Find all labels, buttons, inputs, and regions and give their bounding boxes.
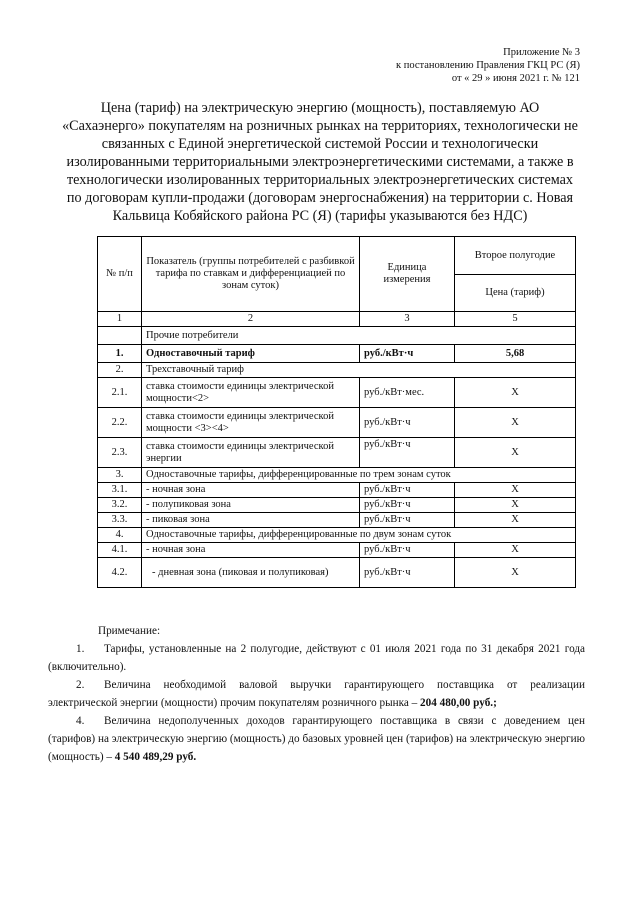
table-row bbox=[98, 513, 576, 528]
note-text: Тарифы, установленные на 2 полугодие, действуют с 01 июля 2021 года по 31 декабря 2021 года (включительно). bbox=[48, 643, 585, 673]
row-unit: руб./кВт·ч bbox=[360, 438, 455, 468]
row-unit: руб./кВт·ч bbox=[360, 408, 455, 438]
row-value: X bbox=[455, 483, 576, 498]
row-unit: руб./кВт·ч bbox=[360, 513, 455, 528]
row-value: X bbox=[455, 498, 576, 513]
row-num: 3. bbox=[98, 468, 142, 483]
table-row bbox=[98, 378, 576, 408]
row-name: ставка стоимости единицы электрической мощности<2> bbox=[142, 378, 360, 408]
row-name: - пиковая зона bbox=[142, 513, 360, 528]
note-amount: 4 540 489,29 руб. bbox=[114, 751, 197, 763]
appendix-number: Приложение № 3 bbox=[503, 47, 580, 58]
row-num: 4.1. bbox=[98, 543, 142, 558]
row-name: Одноставочный тариф bbox=[142, 345, 360, 363]
row-name: Трехставочный тариф bbox=[142, 363, 576, 378]
row-unit: руб./кВт·ч bbox=[360, 498, 455, 513]
row-num: 3.3. bbox=[98, 513, 142, 528]
row-num: 4.2. bbox=[98, 558, 142, 588]
appendix-header bbox=[396, 46, 580, 85]
empty-cell bbox=[98, 327, 142, 345]
document-title: Цена (тариф) на электрическую энергию (мощность), поставляемую АО «Сахаэнерго» покупателям на розничных рынках на территориях, технологически не связанных с Единой энергетической системой России и технологически изолированными территориальными электроэнергетическими системами, а также в технологически изолированных территориальных электроэнергетических системах по договорам купли-продажи (договорам энергоснабжения) на территории с. Новая Кальвица Кобяйского района РС (Я) (тарифы указываются без НДС) bbox=[62, 100, 578, 224]
row-unit: руб./кВт·ч bbox=[360, 558, 455, 588]
appendix-resolution: к постановлению Правления ГКЦ РС (Я) bbox=[396, 60, 580, 71]
notes-heading: Примечание: bbox=[98, 625, 161, 637]
row-num: 4. bbox=[98, 528, 142, 543]
row-name: Одноставочные тарифы, дифференцированные по трем зонам суток bbox=[142, 468, 576, 483]
row-num: 3.2. bbox=[98, 498, 142, 513]
row-unit: руб./кВт·ч bbox=[360, 345, 455, 363]
header-price: Цена (тариф) bbox=[455, 275, 576, 312]
row-name: ставка стоимости единицы электрической энергии bbox=[142, 438, 360, 468]
tariff-table bbox=[97, 236, 576, 588]
row-name: Одноставочные тарифы, дифференцированные по двум зонам суток bbox=[142, 528, 576, 543]
header-period: Второе полугодие bbox=[455, 237, 576, 275]
note-number: 4. bbox=[76, 715, 85, 727]
table-row bbox=[98, 468, 576, 483]
note-text: Величина недополученных доходов гарантирующего поставщика в связи с доведением цен (тарифов) на электрическую энергию (мощность) до базовых уровней цен (тарифов) на электрическую энергию (мощность) – bbox=[48, 715, 585, 763]
row-value: X bbox=[455, 408, 576, 438]
table-row bbox=[98, 363, 576, 378]
col-number: 1 bbox=[98, 312, 142, 327]
table-row bbox=[98, 408, 576, 438]
note-item bbox=[48, 640, 585, 676]
header-unit: Единица измерения bbox=[360, 237, 455, 312]
note-number: 2. bbox=[76, 679, 85, 691]
appendix-date: от « 29 » июня 2021 г. № 121 bbox=[451, 73, 580, 84]
row-value: X bbox=[455, 378, 576, 408]
table-row bbox=[98, 345, 576, 363]
row-value: X bbox=[455, 513, 576, 528]
table-row bbox=[98, 558, 576, 588]
table-row bbox=[98, 438, 576, 468]
note-number: 1. bbox=[76, 643, 85, 655]
row-num: 2.1. bbox=[98, 378, 142, 408]
row-value: X bbox=[455, 543, 576, 558]
note-item bbox=[48, 676, 585, 712]
row-unit: руб./кВт·ч bbox=[360, 543, 455, 558]
note-item bbox=[48, 712, 585, 766]
table-row bbox=[98, 528, 576, 543]
header-num: № п/п bbox=[98, 237, 142, 312]
row-name: - дневная зона (пиковая и полупиковая) bbox=[142, 558, 360, 588]
row-num: 2.3. bbox=[98, 438, 142, 468]
table-row bbox=[98, 498, 576, 513]
row-name: ставка стоимости единицы электрической мощности <3><4> bbox=[142, 408, 360, 438]
row-num: 2. bbox=[98, 363, 142, 378]
section-other-consumers: Прочие потребители bbox=[142, 327, 576, 345]
row-value: 5,68 bbox=[455, 345, 576, 363]
row-unit: руб./кВт·мес. bbox=[360, 378, 455, 408]
header-indicator: Показатель (группы потребителей с разбивкой тарифа по ставкам и дифференциацией по зонам суток) bbox=[142, 237, 360, 312]
row-num: 2.2. bbox=[98, 408, 142, 438]
row-num: 3.1. bbox=[98, 483, 142, 498]
row-value: X bbox=[455, 558, 576, 588]
row-name: - ночная зона bbox=[142, 483, 360, 498]
row-value: X bbox=[455, 438, 576, 468]
col-number: 3 bbox=[360, 312, 455, 327]
row-unit: руб./кВт·ч bbox=[360, 483, 455, 498]
row-num: 1. bbox=[98, 345, 142, 363]
table-row bbox=[98, 483, 576, 498]
row-name: - ночная зона bbox=[142, 543, 360, 558]
row-name: - полупиковая зона bbox=[142, 498, 360, 513]
table-row bbox=[98, 543, 576, 558]
col-number: 2 bbox=[142, 312, 360, 327]
note-text: Величина необходимой валовой выручки гарантирующего поставщика от реализации электрической энергии (мощности) прочим покупателям розничного рынка – bbox=[48, 679, 585, 709]
col-number: 5 bbox=[455, 312, 576, 327]
note-amount: 204 480,00 руб.; bbox=[420, 697, 497, 709]
notes-section bbox=[48, 622, 585, 766]
